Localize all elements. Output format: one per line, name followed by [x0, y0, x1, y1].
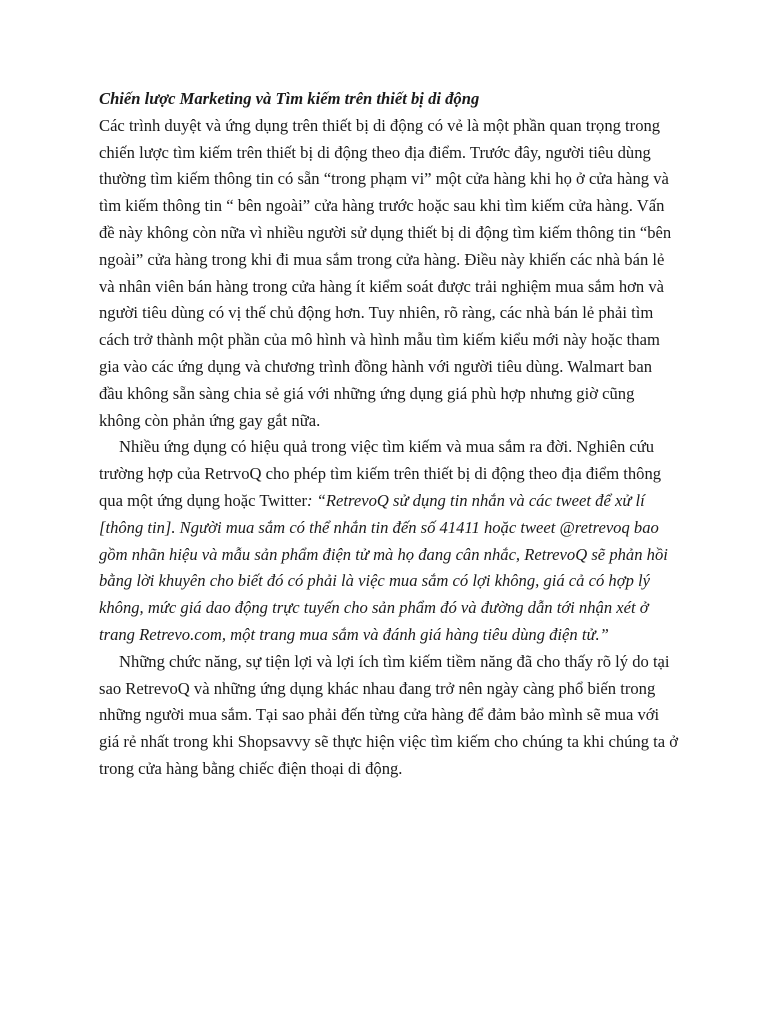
paragraph-2-intro: Nhiều ứng dụng có hiệu quả trong việc tìm kiếm và mua sắm ra đời. Nghiên cứu trường hợp của RetrvoQ cho phép tìm kiếm trên thiết bị di động theo địa điểm thông qua một ứng dụng hoặc Twitter	[99, 437, 662, 510]
document-body	[99, 86, 679, 783]
paragraph-3: Những chức năng, sự tiện lợi và lợi ích tìm kiếm tiềm năng đã cho thấy rõ lý do tại sao RetrevoQ và những ứng dụng khác nhau đang trở nên ngày càng phổ biến trong những người mua sắm. Tại sao phải đến từng cửa hàng để đảm bảo mình sẽ mua với giá rẻ nhất trong khi Shopsavvy sẽ thực hiện việc tìm kiếm cho chúng ta khi chúng ta ở trong cửa hàng bằng chiếc điện thoại di động.	[99, 651, 679, 778]
paragraph-2	[99, 434, 679, 648]
document-title: Chiến lược Marketing và Tìm kiếm trên thiết bị di động	[99, 89, 480, 108]
paragraph-1: Các trình duyệt và ứng dụng trên thiết bị di động có vẻ là một phần quan trọng trong chiến lược tìm kiếm trên thiết bị di động theo địa điểm. Trước đây, người tiêu dùng thường tìm kiếm thông tin có sẵn “trong phạm vi” một cửa hàng khi họ ở cửa hàng và tìm kiếm thông tin “ bên ngoài” cửa hàng trước hoặc sau khi tìm kiếm cửa hàng. Vấn đề này không còn nữa vì nhiều người sử dụng thiết bị di động tìm kiếm thông tin “bên ngoài” cửa hàng trong khi đi mua sắm trong cửa hàng. Điều này khiến các nhà bán lẻ và nhân viên bán hàng trong cửa hàng ít kiểm soát được trải nghiệm mua sắm hơn và người tiêu dùng có vị thế chủ động hơn. Tuy nhiên, rõ ràng, các nhà bán lẻ phải tìm cách trở thành một phần của mô hình và hình mẫu tìm kiếm kiểu mới này hoặc tham gia vào các ứng dụng và chương trình đồng hành với người tiêu dùng. Walmart ban đầu không sẵn sàng chia sẻ giá với những ứng dụng giá phù hợp nhưng giờ cũng không còn phản ứng gay gắt nữa.	[99, 115, 672, 430]
paragraph-2-quote: : “RetrevoQ sử dụng tin nhắn và các tweet để xử lí [thông tin]. Người mua sắm có thể nhắn tin đến số 41411 hoặc tweet @retrevoq bao gồm nhãn hiệu và mẫu sản phẩm điện tử mà họ đang cân nhắc, RetrevoQ sẽ phản hồi bằng lời khuyên cho biết đó có phải là việc mua sắm có lợi không, giá cả có hợp lý không, mức giá dao động trực tuyến cho sản phẩm đó và đường dẫn tới nhận xét ở trang Retrevo.com, một trang mua sắm và đánh giá hàng tiêu dùng điện tử.”	[99, 490, 668, 644]
